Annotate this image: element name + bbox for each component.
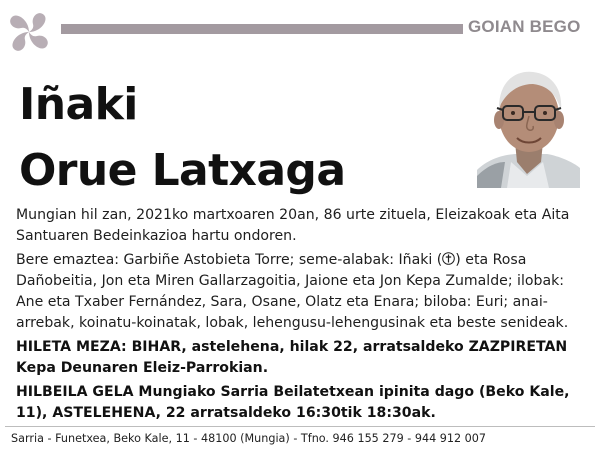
deceased-surnames: Orue Latxaga <box>19 145 346 196</box>
notice-wake: HILBEILA GELA Mungiako Sarria Beilatetxean ipinita dago (Beko Kale, 11), ASTELEHENA, 22 arratsaldeko 16:30tik 18:30ak. <box>16 384 570 421</box>
notice-family <box>16 250 584 334</box>
cross-circle-icon <box>442 252 455 265</box>
tagline: GOIAN BEGO <box>468 17 581 36</box>
portrait-photo <box>477 58 580 188</box>
header-bar <box>61 24 463 34</box>
notice-family-part1: Bere emaztea: Garbiñe Astobieta Torre; seme-alabak: Iñaki ( <box>16 252 443 268</box>
deceased-first-name: Iñaki <box>19 79 138 130</box>
notice-mass: HILETA MEZA: BIHAR, astelehena, hilak 22, arratsaldeko ZAZPIRETAN Kepa Deunaren Eleiz-Parrokian. <box>16 339 568 376</box>
footer-divider <box>5 426 595 427</box>
footer-contact: Sarria - Funetxea, Beko Kale, 11 - 48100 (Mungia) - Tfno. 946 155 279 - 944 912 007 <box>11 432 487 445</box>
notice-body <box>16 205 584 427</box>
notice-family-part2: ) eta Rosa Dañobeitia, Jon eta Miren Gallarzagoitia, Jaione eta Jon Kepa Zumalde; ilobak: Ane eta Txaber Fernández, Sara, Osane, Olatz eta Enara; biloba: Euri; anai-arrebak, koinatu-koinatak, lobak, lehengusu-lehengusinak eta beste senideak. <box>16 252 569 331</box>
notice-intro: Mungian hil zan, 2021ko martxoaren 20an, 86 urte zituela, Eleizakoak eta Aita Santuaren Bedeinkazioa hartu ondoren. <box>16 207 570 244</box>
lauburu-icon <box>3 6 55 58</box>
